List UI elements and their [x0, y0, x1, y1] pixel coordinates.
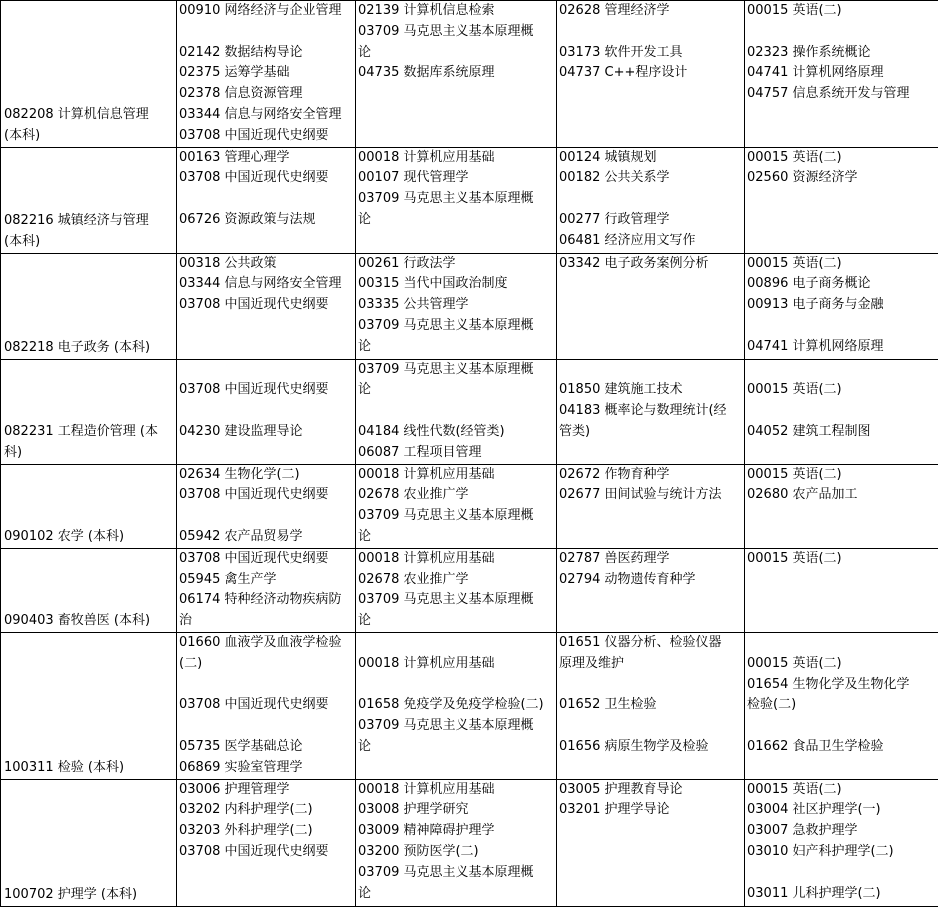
cell-line: 03709 马克思主义基本原理概	[358, 22, 556, 43]
cell-line: 00018 计算机应用基础	[358, 780, 556, 801]
cell-line: 02680 农产品加工	[747, 485, 938, 506]
course-cell	[177, 253, 356, 359]
cell-line: 01656 病原生物学及检验	[559, 737, 744, 758]
cell-line: 02787 兽医药理学	[559, 549, 744, 570]
cell-line: 04230 建设监理导论	[179, 422, 355, 443]
cell-line	[358, 633, 556, 654]
cell-line: 03709 马克思主义基本原理概	[358, 316, 556, 337]
cell-line: 02142 数据结构导论	[179, 43, 355, 64]
cell-line: 检验(二)	[747, 695, 938, 716]
cell-line	[179, 506, 355, 527]
cell-line	[559, 716, 744, 737]
cell-line: 04183 概率论与数理统计(经	[559, 401, 744, 422]
cell-line: 00913 电子商务与金融	[747, 295, 938, 316]
cell-line: 01662 食品卫生学检验	[747, 737, 938, 758]
course-cell	[557, 359, 745, 464]
cell-line: 082208 计算机信息管理	[4, 105, 176, 126]
cell-line: 04184 线性代数(经管类)	[358, 422, 556, 443]
cell-line: 02634 生物化学(二)	[179, 465, 355, 486]
cell-line: 03708 中国近现代史纲要	[179, 695, 355, 716]
cell-line	[179, 716, 355, 737]
cell-line: 03010 妇产科护理学(二)	[747, 842, 938, 863]
cell-line: 论	[358, 611, 556, 632]
course-cell	[356, 359, 557, 464]
cell-line: 02678 农业推广学	[358, 485, 556, 506]
cell-line: 03344 信息与网络安全管理	[179, 274, 355, 295]
cell-line: 论	[358, 337, 556, 358]
cell-line: 03709 马克思主义基本原理概	[358, 590, 556, 611]
major-cell	[1, 548, 177, 632]
cell-line: 03708 中国近现代史纲要	[179, 126, 355, 147]
cell-line: 00018 计算机应用基础	[358, 654, 556, 675]
cell-line: 03709 马克思主义基本原理概	[358, 189, 556, 210]
major-cell	[1, 147, 177, 253]
cell-line	[747, 716, 938, 737]
cell-line: 05945 禽生产学	[179, 570, 355, 591]
cell-line: (本科)	[4, 232, 176, 253]
cell-line: 03709 马克思主义基本原理概	[358, 716, 556, 737]
major-cell	[1, 464, 177, 548]
cell-line: 00015 英语(二)	[747, 654, 938, 675]
cell-line: 02628 管理经济学	[559, 1, 744, 22]
cell-line: 04052 建筑工程制图	[747, 422, 938, 443]
cell-line: 06087 工程项目管理	[358, 443, 556, 464]
cell-line: 论	[358, 527, 556, 548]
cell-line	[179, 360, 355, 381]
cell-line: 03004 社区护理学(一)	[747, 800, 938, 821]
course-cell	[745, 779, 938, 906]
cell-line: 00018 计算机应用基础	[358, 465, 556, 486]
course-cell	[557, 1, 745, 148]
course-cell	[177, 147, 356, 253]
cell-line: 04757 信息系统开发与管理	[747, 84, 938, 105]
course-cell	[745, 359, 938, 464]
major-cell	[1, 359, 177, 464]
cell-line: 03005 护理教育导论	[559, 780, 744, 801]
major-cell	[1, 632, 177, 779]
cell-line: 02375 运筹学基础	[179, 63, 355, 84]
cell-line: 00018 计算机应用基础	[358, 549, 556, 570]
cell-line: 00015 英语(二)	[747, 549, 938, 570]
table-row	[1, 632, 938, 779]
cell-line: 00015 英语(二)	[747, 465, 938, 486]
cell-line: 090403 畜牧兽医 (本科)	[4, 611, 176, 632]
cell-line	[179, 189, 355, 210]
cell-line: 00910 网络经济与企业管理	[179, 1, 355, 22]
cell-line: 03344 信息与网络安全管理	[179, 105, 355, 126]
cell-line: 01654 生物化学及生物化学	[747, 675, 938, 696]
cell-line: 03203 外科护理学(二)	[179, 821, 355, 842]
cell-line: 03708 中国近现代史纲要	[179, 549, 355, 570]
cell-line: 00015 英语(二)	[747, 380, 938, 401]
table-row	[1, 464, 938, 548]
major-cell	[1, 779, 177, 906]
cell-line: 02678 农业推广学	[358, 570, 556, 591]
cell-line: 04741 计算机网络原理	[747, 337, 938, 358]
cell-line: 082216 城镇经济与管理	[4, 211, 176, 232]
cell-line: 06726 资源政策与法规	[179, 210, 355, 231]
cell-line: 02139 计算机信息检索	[358, 1, 556, 22]
table-row	[1, 147, 938, 253]
cell-line	[179, 675, 355, 696]
course-cell	[557, 779, 745, 906]
course-cell	[356, 464, 557, 548]
cell-line: (二)	[179, 654, 355, 675]
cell-line	[747, 316, 938, 337]
cell-line: 03709 马克思主义基本原理概	[358, 863, 556, 884]
cell-line: 00896 电子商务概论	[747, 274, 938, 295]
cell-line: 00163 管理心理学	[179, 148, 355, 169]
cell-line: 03708 中国近现代史纲要	[179, 485, 355, 506]
cell-line: 管类)	[559, 422, 744, 443]
table-row	[1, 359, 938, 464]
cell-line: 00015 英语(二)	[747, 1, 938, 22]
cell-line: 00315 当代中国政治制度	[358, 274, 556, 295]
cell-line: 03708 中国近现代史纲要	[179, 842, 355, 863]
course-cell	[356, 1, 557, 148]
course-cell	[557, 632, 745, 779]
cell-line	[358, 675, 556, 696]
cell-line: 00107 现代管理学	[358, 168, 556, 189]
cell-line: 02323 操作系统概论	[747, 43, 938, 64]
cell-line: 03708 中国近现代史纲要	[179, 168, 355, 189]
cell-line: 00015 英语(二)	[747, 780, 938, 801]
cell-line: 090102 农学 (本科)	[4, 527, 176, 548]
major-cell	[1, 1, 177, 148]
table-row	[1, 253, 938, 359]
cell-line: 03173 软件开发工具	[559, 43, 744, 64]
cell-line: 01850 建筑施工技术	[559, 380, 744, 401]
cell-line: 03709 马克思主义基本原理概	[358, 360, 556, 381]
cell-line: 03011 儿科护理学(二)	[747, 884, 938, 905]
cell-line: 03342 电子政务案例分析	[559, 254, 744, 275]
cell-line: 02794 动物遗传育种学	[559, 570, 744, 591]
cell-line: (本科)	[4, 126, 176, 147]
cell-line: 04741 计算机网络原理	[747, 63, 938, 84]
cell-line: 03335 公共管理学	[358, 295, 556, 316]
course-cell	[557, 464, 745, 548]
cell-line: 01651 仪器分析、检验仪器	[559, 633, 744, 654]
cell-line: 03201 护理学导论	[559, 800, 744, 821]
course-cell	[177, 632, 356, 779]
course-cell	[356, 632, 557, 779]
cell-line: 03008 护理学研究	[358, 800, 556, 821]
course-cell	[745, 464, 938, 548]
course-cell	[356, 147, 557, 253]
cell-line: 00182 公共关系学	[559, 168, 744, 189]
cell-line	[559, 360, 744, 381]
course-cell	[177, 359, 356, 464]
cell-line	[559, 675, 744, 696]
cell-line: 03007 急救护理学	[747, 821, 938, 842]
course-cell	[177, 1, 356, 148]
table-row	[1, 779, 938, 906]
cell-line: 03006 护理管理学	[179, 780, 355, 801]
cell-line	[179, 22, 355, 43]
cell-line: 00015 英语(二)	[747, 148, 938, 169]
cell-line: 原理及维护	[559, 654, 744, 675]
cell-line: 02560 资源经济学	[747, 168, 938, 189]
cell-line: 02672 作物育种学	[559, 465, 744, 486]
cell-line: 03708 中国近现代史纲要	[179, 295, 355, 316]
table-row	[1, 548, 938, 632]
cell-line	[559, 189, 744, 210]
cell-line: 03009 精神障碍护理学	[358, 821, 556, 842]
cell-line: 00318 公共政策	[179, 254, 355, 275]
cell-line: 00277 行政管理学	[559, 210, 744, 231]
cell-line: 100311 检验 (本科)	[4, 758, 176, 779]
cell-line: 00018 计算机应用基础	[358, 148, 556, 169]
cell-line: 03200 预防医学(二)	[358, 842, 556, 863]
cell-line: 03708 中国近现代史纲要	[179, 380, 355, 401]
cell-line: 02677 田间试验与统计方法	[559, 485, 744, 506]
cell-line	[747, 22, 938, 43]
exam-plan-body	[1, 1, 938, 907]
cell-line: 01652 卫生检验	[559, 695, 744, 716]
cell-line	[358, 401, 556, 422]
cell-line: 01658 免疫学及免疫学检验(二)	[358, 695, 556, 716]
cell-line: 论	[358, 43, 556, 64]
course-cell	[745, 1, 938, 148]
cell-line: 082218 电子政务 (本科)	[4, 338, 176, 359]
cell-line: 05942 农产品贸易学	[179, 527, 355, 548]
course-cell	[177, 548, 356, 632]
cell-line: 论	[358, 210, 556, 231]
cell-line: 00261 行政法学	[358, 254, 556, 275]
cell-line	[747, 360, 938, 381]
course-cell	[557, 147, 745, 253]
cell-line: 治	[179, 611, 355, 632]
cell-line: 02378 信息资源管理	[179, 84, 355, 105]
cell-line: 科)	[4, 443, 176, 464]
course-cell	[557, 548, 745, 632]
course-cell	[557, 253, 745, 359]
cell-line: 06869 实验室管理学	[179, 758, 355, 779]
course-cell	[177, 464, 356, 548]
course-cell	[356, 779, 557, 906]
cell-line: 03202 内科护理学(二)	[179, 800, 355, 821]
cell-line: 01660 血液学及血液学检验	[179, 633, 355, 654]
cell-line: 论	[358, 380, 556, 401]
course-cell	[356, 253, 557, 359]
cell-line: 04737 C++程序设计	[559, 63, 744, 84]
course-cell	[745, 253, 938, 359]
cell-line: 100702 护理学 (本科)	[4, 885, 176, 906]
cell-line: 00124 城镇规划	[559, 148, 744, 169]
cell-line	[747, 633, 938, 654]
cell-line: 03709 马克思主义基本原理概	[358, 506, 556, 527]
cell-line: 04735 数据库系统原理	[358, 63, 556, 84]
cell-line	[747, 863, 938, 884]
cell-line	[747, 401, 938, 422]
table-row	[1, 1, 938, 148]
cell-line: 082231 工程造价管理 (本	[4, 422, 176, 443]
course-cell	[177, 779, 356, 906]
course-cell	[745, 632, 938, 779]
cell-line	[559, 22, 744, 43]
major-cell	[1, 253, 177, 359]
cell-line	[179, 401, 355, 422]
cell-line: 05735 医学基础总论	[179, 737, 355, 758]
cell-line: 06174 特种经济动物疾病防	[179, 590, 355, 611]
cell-line: 论	[358, 884, 556, 905]
course-cell	[356, 548, 557, 632]
course-cell	[745, 147, 938, 253]
cell-line: 论	[358, 737, 556, 758]
course-cell	[745, 548, 938, 632]
cell-line: 00015 英语(二)	[747, 254, 938, 275]
cell-line: 06481 经济应用文写作	[559, 231, 744, 252]
